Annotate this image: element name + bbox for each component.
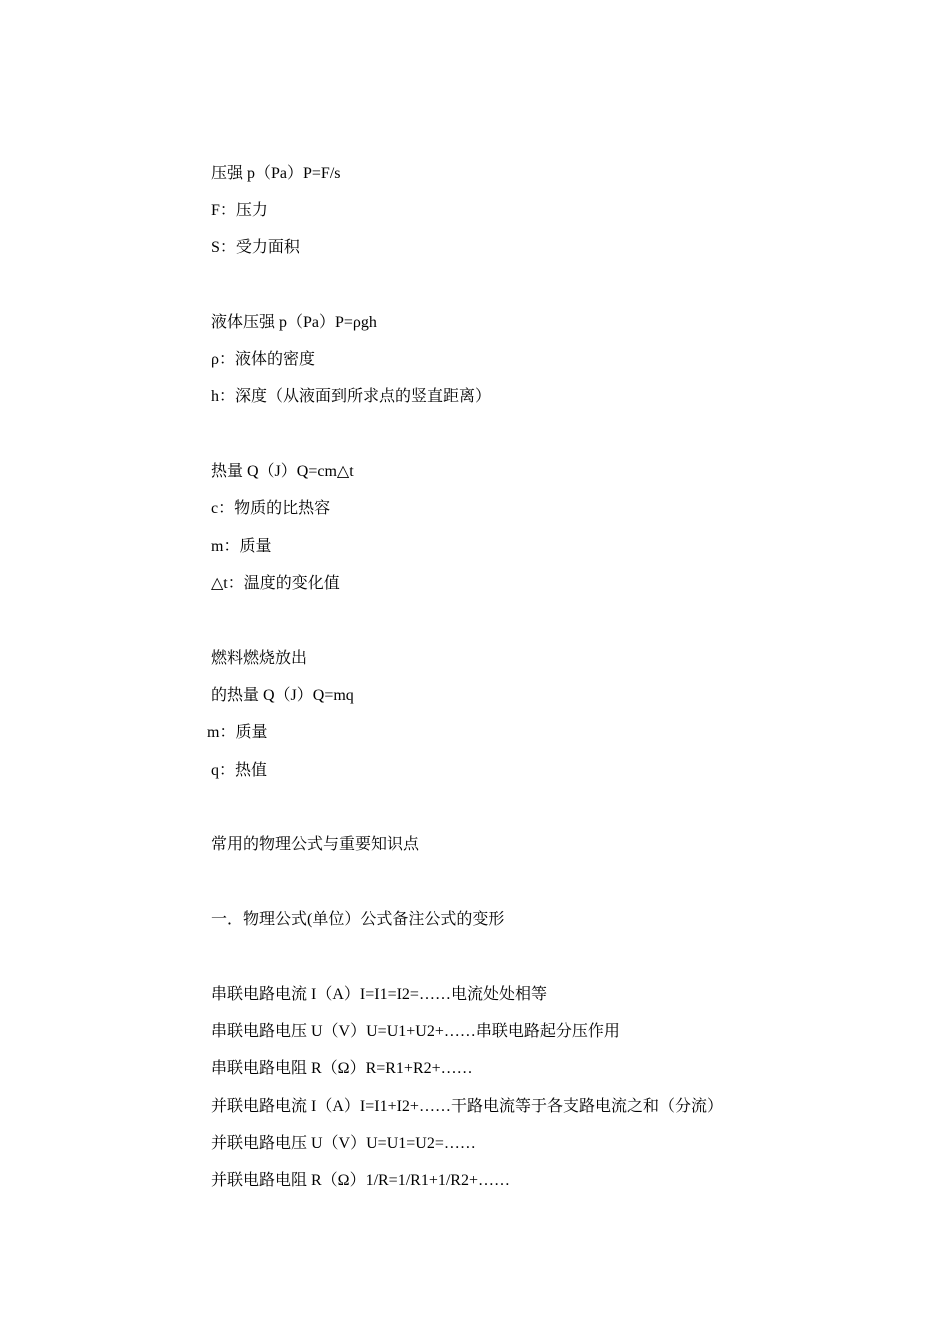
temperature-change-definition: △t：温度的变化值: [211, 575, 340, 592]
pressure-area-definition: S：受力面积: [211, 239, 300, 256]
formula-table-heading: 一．物理公式(单位）公式备注公式的变形: [211, 911, 505, 928]
liquid-depth-definition: h：深度（从液面到所求点的竖直距离）: [211, 388, 492, 405]
pressure-formula-line: 压强 p（Pa）P=F/s: [211, 165, 341, 182]
liquid-density-definition: ρ：液体的密度: [211, 351, 315, 368]
specific-heat-definition: c：物质的比热容: [211, 500, 331, 517]
fuel-heat-formula-line: 的热量 Q（J）Q=mq: [211, 687, 354, 704]
heat-value-definition: q：热值: [211, 762, 268, 779]
fuel-mass-definition: m：质量: [207, 724, 268, 741]
parallel-resistance-line: 并联电路电阻 R（Ω）1/R=1/R1+1/R2+……: [211, 1172, 510, 1189]
heat-mass-definition: m：质量: [211, 538, 272, 555]
heat-formula-line: 热量 Q（J）Q=cm△t: [211, 463, 354, 480]
series-current-line: 串联电路电流 I（A）I=I1=I2=……电流处处相等: [211, 986, 547, 1003]
liquid-pressure-formula-line: 液体压强 p（Pa）P=ρgh: [211, 314, 377, 331]
parallel-voltage-line: 并联电路电压 U（V）U=U1=U2=……: [211, 1135, 476, 1152]
fuel-heat-heading-part-1: 燃料燃烧放出: [211, 650, 308, 667]
series-voltage-line: 串联电路电压 U（V）U=U1+U2+……串联电路起分压作用: [211, 1023, 620, 1040]
section-heading: 常用的物理公式与重要知识点: [211, 836, 420, 853]
pressure-force-definition: F：压力: [211, 202, 268, 219]
series-resistance-line: 串联电路电阻 R（Ω）R=R1+R2+……: [211, 1060, 473, 1077]
parallel-current-line: 并联电路电流 I（A）I=I1+I2+……干路电流等于各支路电流之和（分流）: [211, 1098, 723, 1115]
